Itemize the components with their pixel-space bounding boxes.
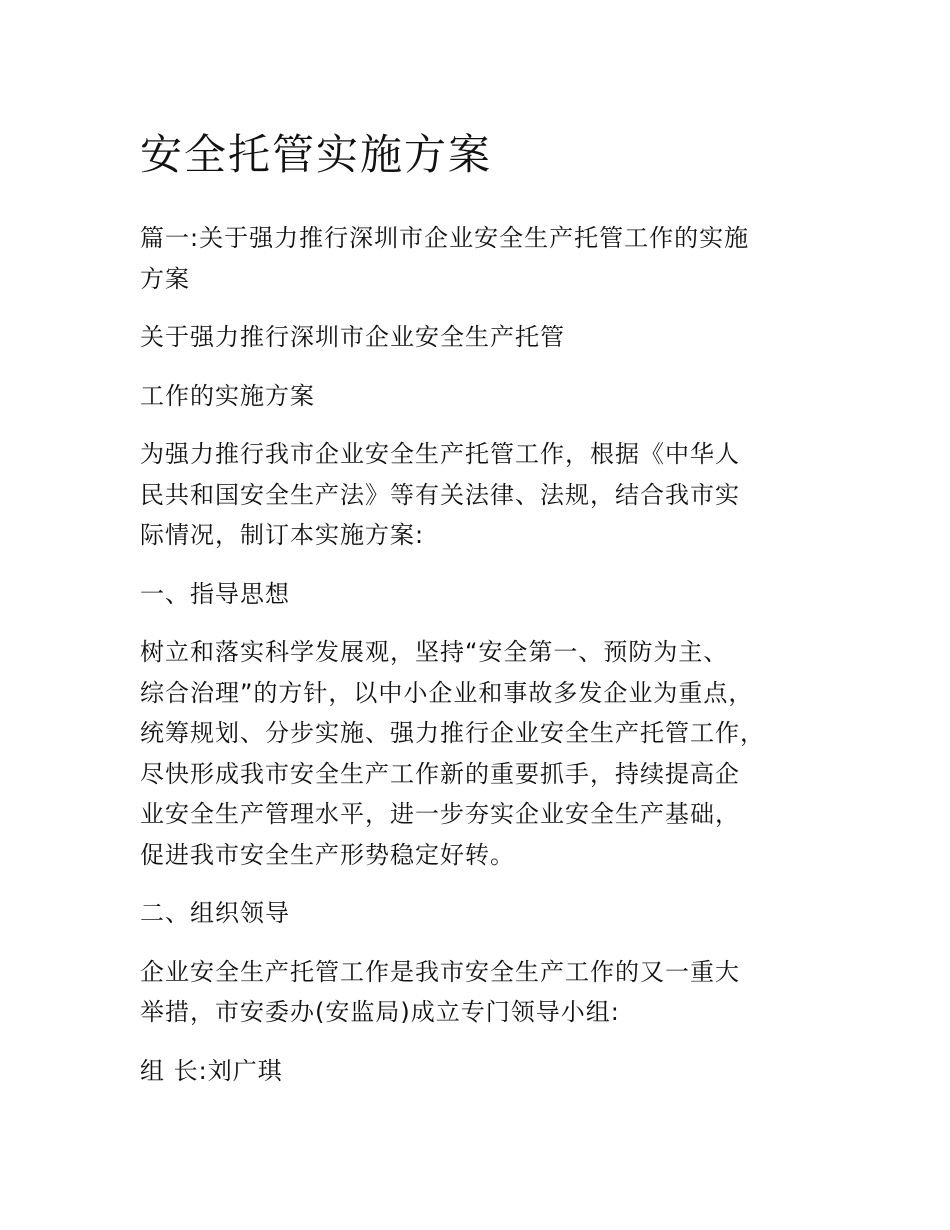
document-body [140, 218, 820, 1091]
text-line: 二、组织领导 [140, 899, 290, 927]
organization-paragraph [140, 952, 820, 1033]
text-line: 组 长:刘广琪 [140, 1056, 283, 1085]
article-heading [140, 218, 820, 299]
subtitle-line-1 [140, 317, 820, 358]
text-line: 企业安全生产托管工作是我市安全生产工作的又一重大 [140, 957, 740, 986]
text-line: 篇一:关于强力推行深圳市企业安全生产托管工作的实施 [140, 224, 750, 252]
text-line: 尽快形成我市安全生产工作新的重要抓手，持续提高企 [140, 759, 740, 788]
text-line: 民共和国安全生产法》等有关法律、法规，结合我市实 [140, 480, 740, 509]
subtitle-line-2 [140, 376, 820, 417]
text-line: 促进我市安全生产形势稳定好转。 [140, 840, 515, 869]
text-line: 关于强力推行深圳市企业安全生产托管 [140, 323, 565, 351]
section-heading-organization [140, 893, 820, 934]
text-line: 业安全生产管理水平，进一步夯实企业安全生产基础， [140, 800, 740, 828]
guiding-ideology-paragraph [140, 632, 820, 875]
text-line: 方案 [140, 264, 190, 293]
text-line: 统筹规划、分步实施、强力推行企业安全生产托管工作， [140, 719, 765, 747]
text-line: 树立和落实科学发展观，坚持“安全第一、预防为主、 [140, 638, 729, 666]
text-line: 综合治理”的方针，以中小企业和事故多发企业为重点， [140, 678, 754, 707]
text-line: 一、指导思想 [140, 579, 290, 608]
document-title: 安全托管实施方案 [140, 130, 493, 179]
document-content [140, 126, 820, 1109]
intro-paragraph [140, 434, 820, 556]
text-line: 工作的实施方案 [140, 381, 315, 410]
section-heading-guiding-ideology [140, 574, 820, 615]
group-leader-line [140, 1051, 820, 1092]
text-line: 际情况，制订本实施方案: [140, 521, 425, 549]
text-line: 举措，市安委办(安监局)成立专门领导小组: [140, 998, 620, 1026]
text-line: 为强力推行我市企业安全生产托管工作，根据《中华人 [140, 440, 740, 468]
